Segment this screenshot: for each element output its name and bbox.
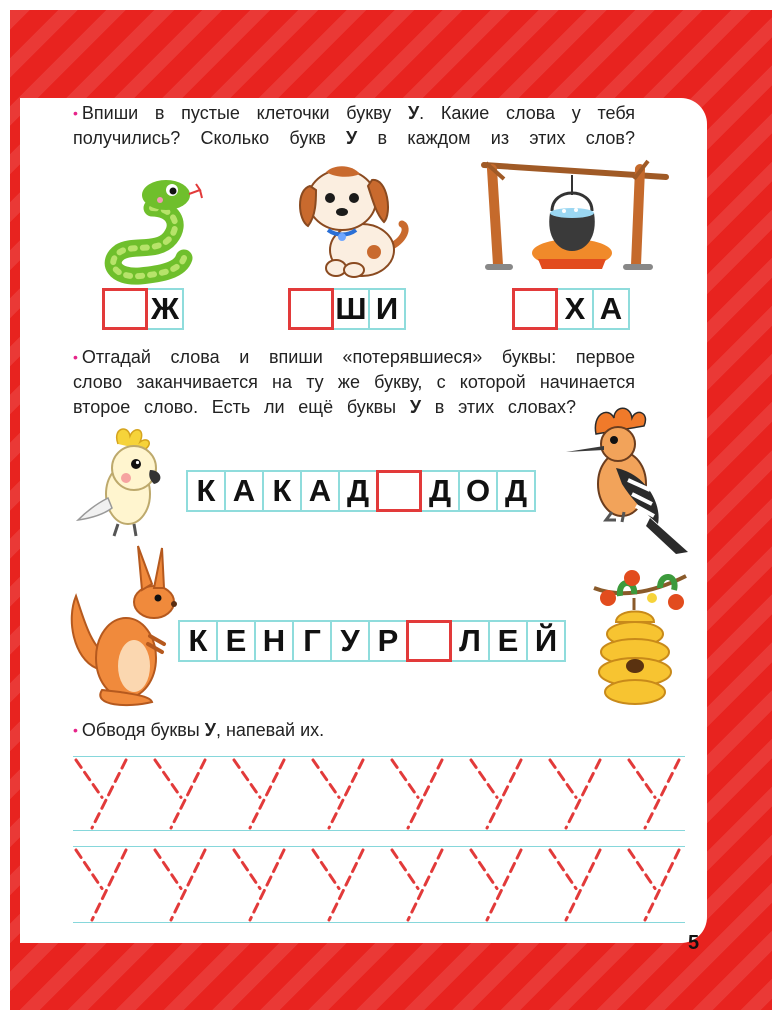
- task2-text-3: второе слово. Есть ли ещё буквы У в этих словах?: [73, 397, 576, 417]
- letter-cell: Е: [488, 620, 528, 662]
- trace-letter-u[interactable]: [550, 850, 600, 920]
- bullet: •: [73, 105, 78, 121]
- trace-letter-u[interactable]: [234, 760, 284, 828]
- letter-cell: Й: [526, 620, 566, 662]
- trace-letter-u[interactable]: [76, 850, 126, 920]
- letter-cell: Д: [338, 470, 378, 512]
- letter-cell-empty[interactable]: [102, 288, 148, 330]
- letter-cell: Р: [368, 620, 408, 662]
- trace-letter-u[interactable]: [313, 850, 363, 920]
- letter-cell: Х: [556, 288, 594, 330]
- trace-letter-u[interactable]: [392, 760, 442, 828]
- trace-letter-u[interactable]: [629, 760, 679, 828]
- letter-cell: Д: [420, 470, 460, 512]
- trace-letter-u[interactable]: [471, 850, 521, 920]
- task3-text: Обводя буквы У, напевай их.: [81, 720, 325, 740]
- letter-cell: Ж: [146, 288, 184, 330]
- letter-cell: Ш: [332, 288, 370, 330]
- letter-cell: У: [330, 620, 370, 662]
- trace-letter-u[interactable]: [629, 850, 679, 920]
- page-number: 5: [688, 932, 700, 954]
- letter-cell: К: [262, 470, 302, 512]
- letter-cell: Г: [292, 620, 332, 662]
- letter-cell: Е: [216, 620, 256, 662]
- letter-cell: К: [186, 470, 226, 512]
- letter-cell: А: [300, 470, 340, 512]
- letter-cell-empty[interactable]: [406, 620, 452, 662]
- letter-cell-empty[interactable]: [288, 288, 334, 330]
- letter-cell: И: [368, 288, 406, 330]
- task2-text-1: Отгадай слова и впиши «потерявшиеся» буквы: первое: [81, 347, 635, 367]
- task1-text-1: Впиши в пустые клеточки букву У. Какие слова у тебя: [81, 103, 635, 123]
- trace-letter-u[interactable]: [76, 760, 126, 828]
- letter-cell: Д: [496, 470, 536, 512]
- trace-letter-u[interactable]: [313, 760, 363, 828]
- trace-letter-u[interactable]: [155, 760, 205, 828]
- trace-letter-u[interactable]: [155, 850, 205, 920]
- bullet: •: [73, 349, 78, 365]
- trace-letter-u[interactable]: [550, 760, 600, 828]
- task2-text-2: слово заканчивается на ту же букву, с которой начинается: [73, 372, 635, 392]
- task1-text-2: получились? Сколько букв У в каждом из этих слов?: [73, 128, 636, 148]
- letter-cell: Л: [450, 620, 490, 662]
- letter-cell: Н: [254, 620, 294, 662]
- trace-letter-u[interactable]: [392, 850, 442, 920]
- letter-cell: А: [224, 470, 264, 512]
- trace-letter-u[interactable]: [471, 760, 521, 828]
- letter-cell: А: [592, 288, 630, 330]
- bullet: •: [73, 722, 78, 738]
- letter-cell: К: [178, 620, 218, 662]
- letter-cell-empty[interactable]: [512, 288, 558, 330]
- letter-cell: О: [458, 470, 498, 512]
- letter-cell-empty[interactable]: [376, 470, 422, 512]
- trace-letter-u[interactable]: [234, 850, 284, 920]
